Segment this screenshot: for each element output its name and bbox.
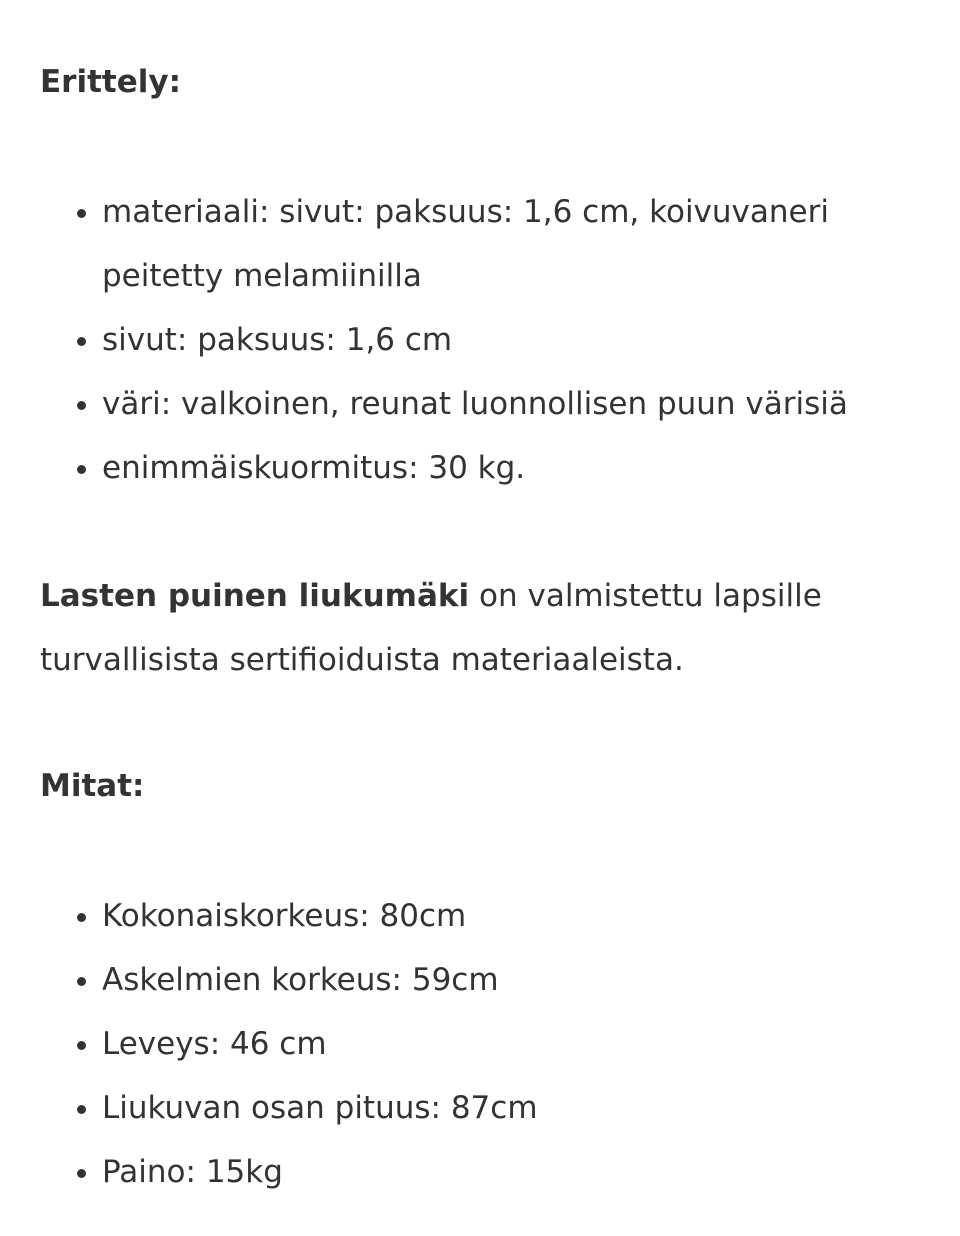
- description-text: on valmistettu lapsille turvallisista sertifioiduista materiaaleista.: [40, 578, 822, 678]
- product-name: Lasten puinen liukumäki: [40, 578, 470, 614]
- list-item: • väri: valkoinen, reunat luonnollisen puun värisiä: [102, 372, 882, 436]
- description: [40, 564, 860, 692]
- dims-list: [40, 884, 882, 1204]
- list-item: • Paino: 15kg: [102, 1140, 882, 1204]
- list-item: • Kokonaiskorkeus: 80cm: [102, 884, 882, 948]
- list-item: • Leveys: 46 cm: [102, 1012, 882, 1076]
- list-item: • enimmäiskuormitus: 30 kg.: [102, 436, 882, 500]
- list-item: • Liukuvan osan pituus: 87cm: [102, 1076, 882, 1140]
- spec-heading: Erittely:: [40, 64, 181, 100]
- spec-list: [40, 180, 882, 500]
- list-item: • sivut: paksuus: 1,6 cm: [102, 308, 882, 372]
- dims-heading: Mitat:: [40, 768, 145, 804]
- list-item: • materiaali: sivut: paksuus: 1,6 cm, koivuvaneri peitetty melamiinilla: [102, 180, 882, 308]
- list-item: • Askelmien korkeus: 59cm: [102, 948, 882, 1012]
